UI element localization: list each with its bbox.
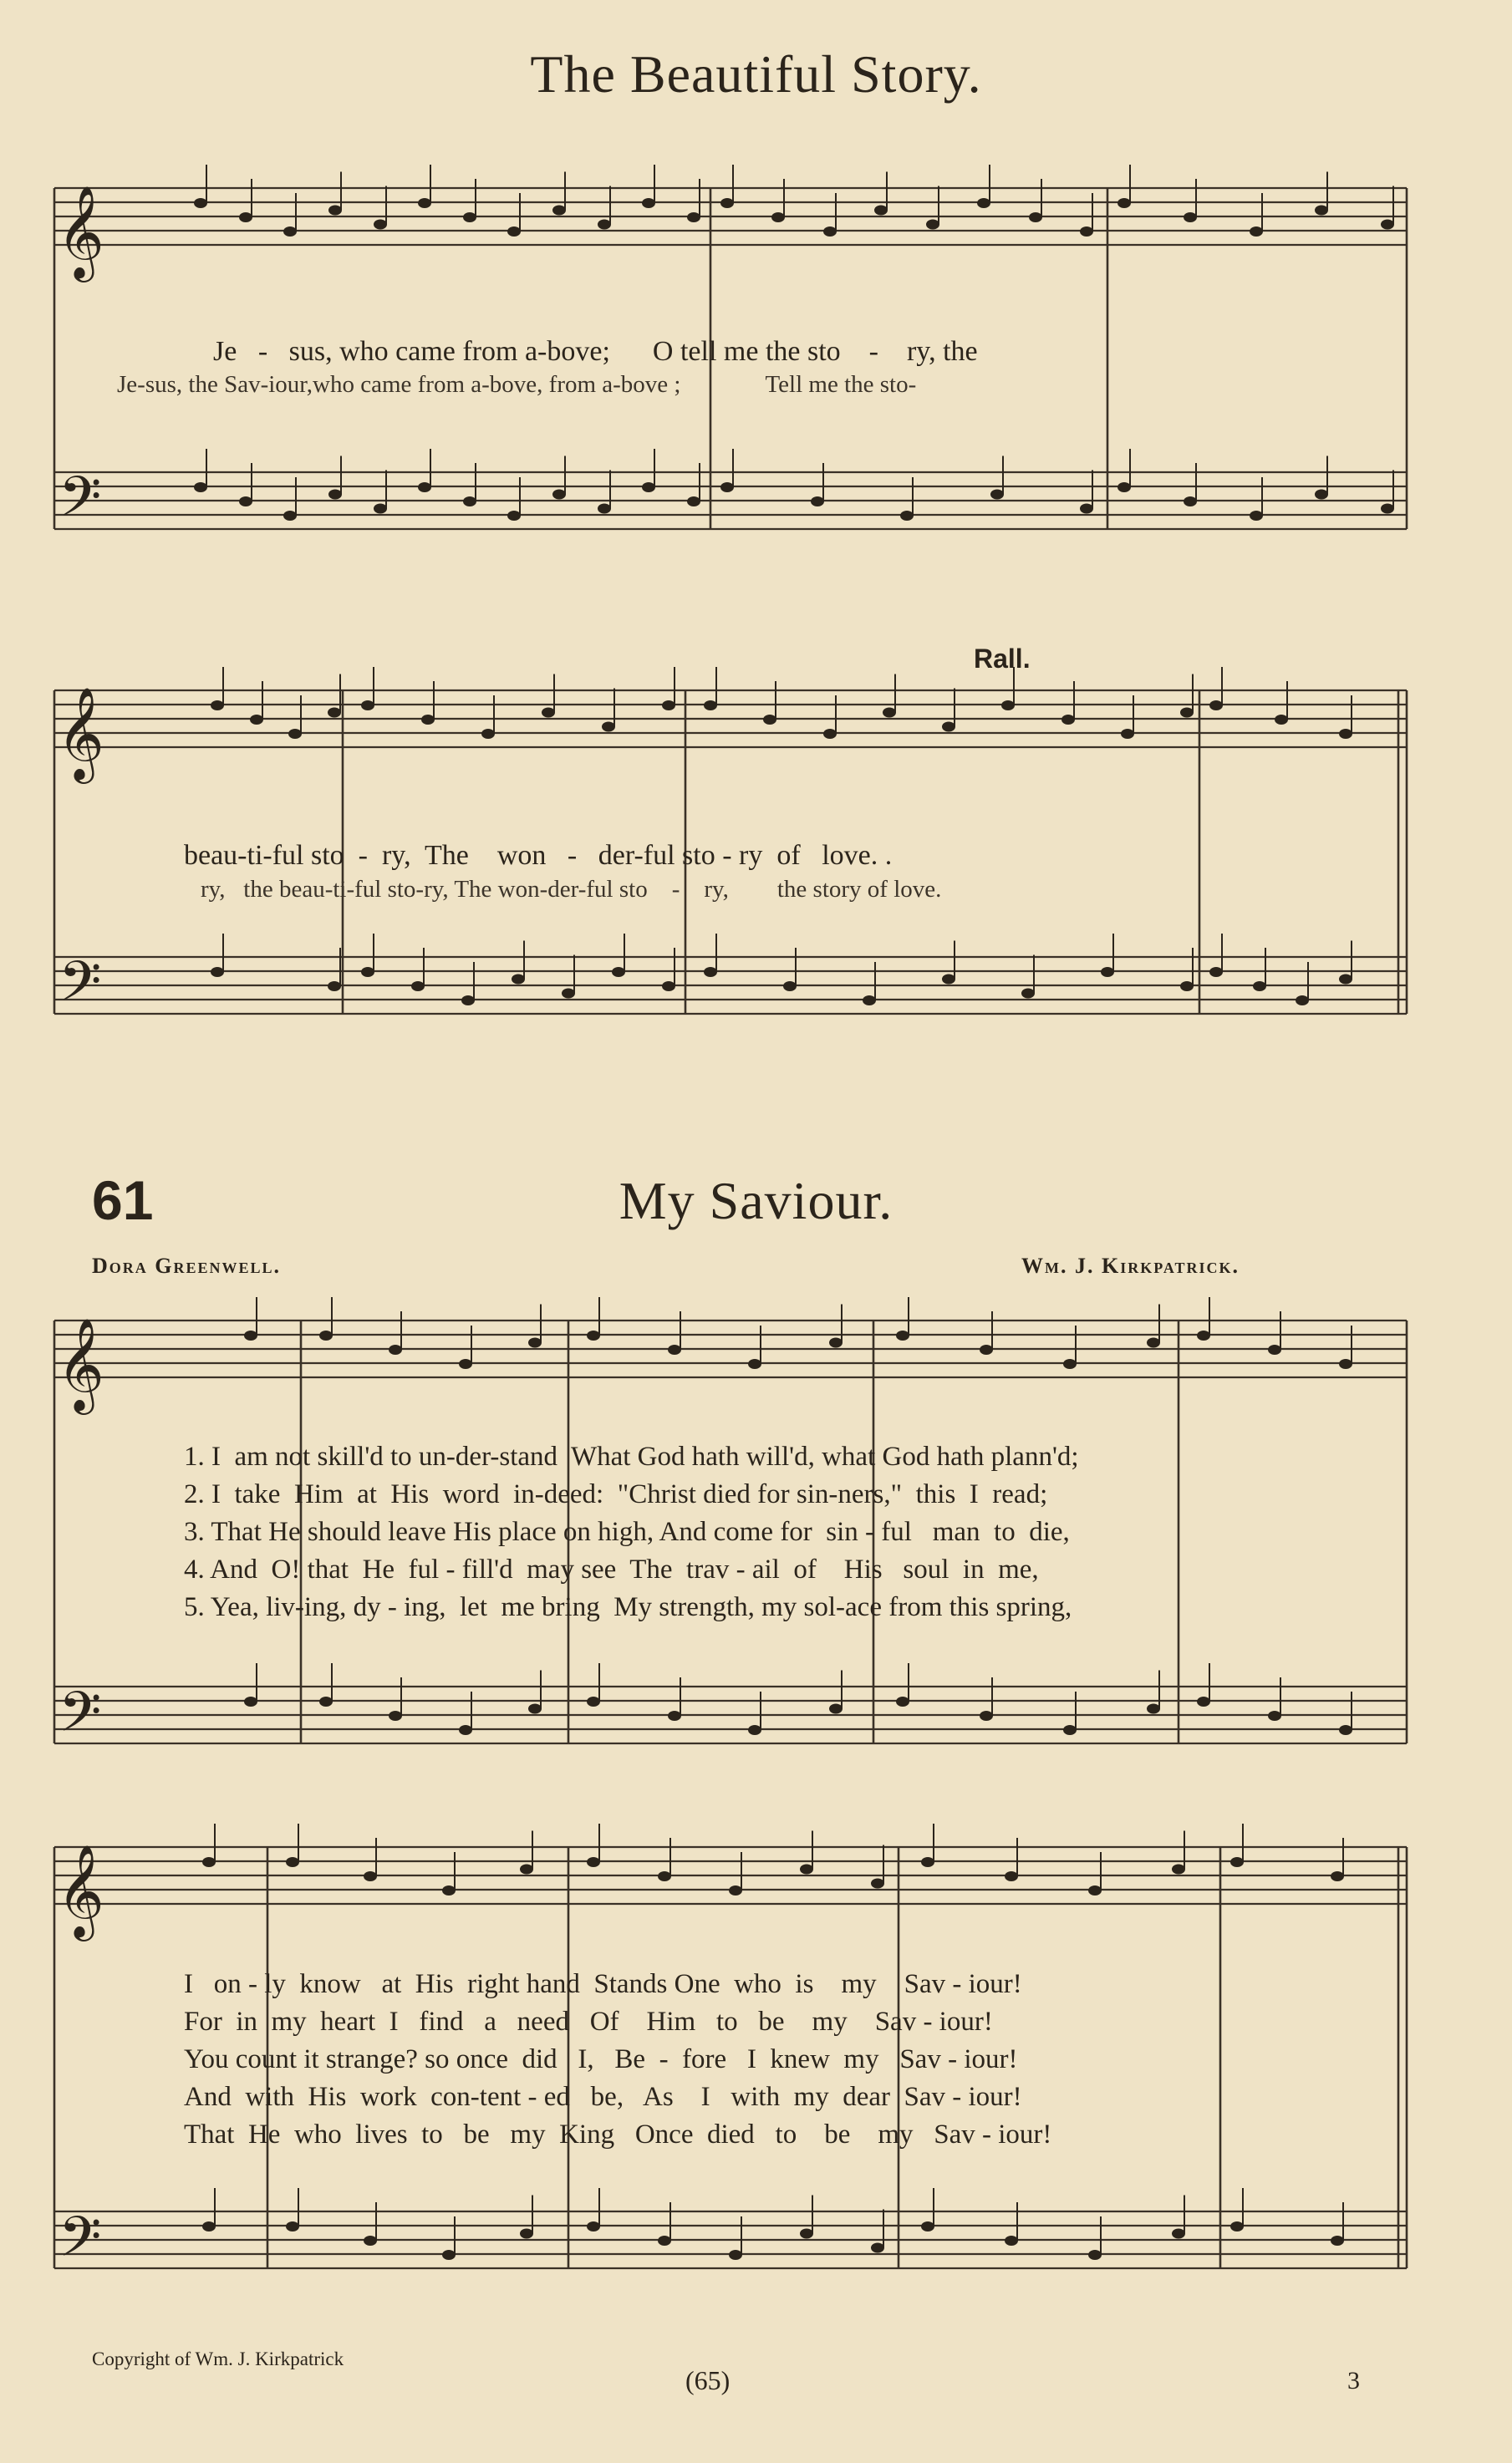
verse-line: 1. I am not skill'd to un-der-stand What God hath will'd, what God hath plann'd; [184, 1442, 1079, 1472]
h1-s1-treble-note [283, 226, 297, 237]
bass-clef-icon: 𝄢 [59, 465, 102, 542]
h1-s2-treble-note [361, 700, 374, 710]
h2-s1-treble-note [528, 1338, 542, 1348]
lyrics-line2-main: beau-ti-ful sto - ry, The won - der-ful sto - ry of love. . [184, 840, 893, 871]
h1-s2-treble-note [542, 708, 555, 718]
h1-s1-bass-note [811, 496, 824, 506]
h2-s1-bass-note [587, 1697, 600, 1707]
h2-s1-treble-note [980, 1345, 993, 1355]
h2-s2-bass-note [202, 2221, 216, 2231]
h2-s2-treble-note [921, 1857, 934, 1867]
hymn-title-my-saviour: My Saviour. [619, 1171, 893, 1230]
h1-s1-bass-note [900, 511, 914, 521]
h1-s1-treble-note [642, 198, 655, 208]
treble-clef-icon: 𝄞 [57, 185, 104, 278]
hymn-number: 61 [92, 1169, 154, 1231]
h2-s2-treble-note [1331, 1871, 1344, 1881]
h1-s2-bass-note [662, 981, 675, 991]
h1-s1-bass-note [1184, 496, 1197, 506]
verse-line: 5. Yea, liv-ing, dy - ing, let me bring My strength, my sol-ace from this spring, [184, 1592, 1072, 1622]
treble-clef-icon: 𝄞 [57, 1844, 104, 1937]
h1-s2-bass-note [783, 981, 797, 991]
h2-s1-bass-note [319, 1697, 333, 1707]
h2-s1-bass-note [1147, 1704, 1160, 1714]
h1-s1-treble-note [1117, 198, 1131, 208]
h1-s2-bass-note [1339, 975, 1352, 985]
hymn-title-beautiful-story: The Beautiful Story. [530, 44, 982, 104]
h2-s1-bass-note [1063, 1725, 1077, 1735]
h1-s2-bass-note [612, 967, 625, 977]
lyrics-line2-alt: ry, the beau-ti-ful sto-ry, The won-der-ful sto - ry, the story of love. [201, 876, 942, 903]
h2-s2-treble-note [1005, 1871, 1018, 1881]
h2-s1-treble-note [1339, 1359, 1352, 1369]
h2-s1-bass-note [528, 1704, 542, 1714]
h1-s2-bass-note [1253, 981, 1266, 991]
h1-s1-treble-note [418, 198, 431, 208]
h1-s1-treble-note [1029, 212, 1042, 222]
h1-s1-bass-note [687, 496, 700, 506]
h2-s1-treble-note [1197, 1331, 1210, 1341]
h2-s2-bass-note [871, 2243, 884, 2253]
h2-s1-bass-note [1339, 1725, 1352, 1735]
h2-s1-treble-note [829, 1338, 843, 1348]
h1-s2-bass-note [211, 967, 224, 977]
h2-s1-bass-note [244, 1697, 257, 1707]
signature-mark: 3 [1347, 2367, 1360, 2394]
h1-s1-bass-note [1315, 490, 1328, 500]
h1-s1-treble-note [328, 206, 342, 216]
verse-line: You count it strange? so once did I, Be - fore I knew my Sav - iour! [184, 2044, 1018, 2074]
h1-s2-bass-note [512, 975, 525, 985]
h1-s1-treble-note [552, 206, 566, 216]
h1-s1-treble-note [507, 226, 521, 237]
h1-s1-bass-note [283, 511, 297, 521]
h2-s2-treble-note [587, 1857, 600, 1867]
h1-s2-treble-note [823, 729, 837, 739]
verse-line: 3. That He should leave His place on high, And come for sin - ful man to die, [184, 1517, 1070, 1547]
h1-s2-bass-note [361, 967, 374, 977]
h2-s2-bass-note [800, 2229, 813, 2239]
h1-s1-bass-note [598, 504, 611, 514]
h2-s1-treble-note [748, 1359, 761, 1369]
h2-s2-treble-note [871, 1879, 884, 1889]
h2-s2-treble-note [520, 1865, 533, 1875]
h2-s2-treble-note [729, 1885, 742, 1896]
h1-s2-treble-note [1209, 700, 1223, 710]
h1-s1-bass-note [642, 482, 655, 492]
h1-s2-bass-note [704, 967, 717, 977]
h1-s1-treble-note [874, 206, 888, 216]
h2-s2-bass-note [520, 2229, 533, 2239]
h2-s1-bass-note [980, 1711, 993, 1721]
h1-s2-bass-note [1101, 967, 1114, 977]
verse-line: And with His work con-tent - ed be, As I with my dear Sav - iour! [184, 2082, 1022, 2112]
composer-credit: Wm. J. Kirkpatrick. [1021, 1254, 1240, 1278]
h1-s2-bass-note [1209, 967, 1223, 977]
h1-s2-treble-note [481, 729, 495, 739]
h2-s2-bass-note [364, 2236, 377, 2246]
copyright-notice: Copyright of Wm. J. Kirkpatrick [92, 2349, 344, 2369]
h1-s2-bass-note [1296, 995, 1309, 1005]
h2-s1-bass-note [1268, 1711, 1281, 1721]
h2-s2-treble-note [658, 1871, 671, 1881]
h2-s1-bass-note [748, 1725, 761, 1735]
h2-s2-bass-note [1230, 2221, 1244, 2231]
h1-s2-treble-note [1275, 715, 1288, 725]
h1-s1-bass-note [1250, 511, 1263, 521]
h1-s1-treble-note [823, 226, 837, 237]
h1-s1-bass-note [1117, 482, 1131, 492]
h2-s2-treble-note [202, 1857, 216, 1867]
h1-s1-treble-note [598, 220, 611, 230]
h1-s2-treble-note [602, 722, 615, 732]
h1-s2-treble-note [704, 700, 717, 710]
bass-clef-icon: 𝄢 [59, 2205, 102, 2282]
bass-clef-icon: 𝄢 [59, 1680, 102, 1758]
h1-s2-treble-note [1339, 729, 1352, 739]
h1-s1-treble-note [1315, 206, 1328, 216]
h1-s2-treble-note [250, 715, 263, 725]
h2-s2-bass-note [1331, 2236, 1344, 2246]
h2-s1-treble-note [1063, 1359, 1077, 1369]
h1-s1-bass-note [1381, 504, 1394, 514]
verse-line: That He who lives to be my King Once died to be my Sav - iour! [184, 2120, 1052, 2150]
h2-s1-bass-note [459, 1725, 472, 1735]
h2-s2-bass-note [1005, 2236, 1018, 2246]
h2-s1-treble-note [389, 1345, 402, 1355]
h1-s2-bass-note [328, 981, 341, 991]
h1-s1-bass-note [720, 482, 734, 492]
treble-clef-icon: 𝄞 [57, 1317, 104, 1411]
h1-s1-bass-note [239, 496, 252, 506]
h1-s1-bass-note [418, 482, 431, 492]
h1-s2-bass-note [863, 995, 876, 1005]
h1-s2-treble-note [942, 722, 955, 732]
h2-s2-treble-note [1172, 1865, 1185, 1875]
h1-s2-treble-note [763, 715, 776, 725]
h1-s1-treble-note [1381, 220, 1394, 230]
h1-s2-treble-note [211, 700, 224, 710]
h2-s2-treble-note [364, 1871, 377, 1881]
h1-s2-treble-note [421, 715, 435, 725]
h1-s2-bass-note [942, 975, 955, 985]
h1-s1-treble-note [771, 212, 785, 222]
h1-s2-treble-note [288, 729, 302, 739]
h1-s1-treble-note [1250, 226, 1263, 237]
h2-s1-treble-note [319, 1331, 333, 1341]
h2-s1-bass-note [668, 1711, 681, 1721]
h2-s1-treble-note [244, 1331, 257, 1341]
verse-line: 2. I take Him at His word in-deed: "Christ died for sin-ners," this I read; [184, 1479, 1048, 1509]
h2-s1-treble-note [668, 1345, 681, 1355]
h1-s2-treble-note [883, 708, 896, 718]
h1-s1-treble-note [463, 212, 476, 222]
h2-s1-treble-note [587, 1331, 600, 1341]
rall-marking: Rall. [974, 644, 1031, 674]
h2-s2-bass-note [729, 2250, 742, 2260]
author-credit: Dora Greenwell. [92, 1254, 282, 1278]
h2-s2-bass-note [286, 2221, 299, 2231]
treble-clef-icon: 𝄞 [57, 686, 104, 780]
h2-s2-treble-note [1088, 1885, 1102, 1896]
h1-s1-treble-note [687, 212, 700, 222]
h1-s2-treble-note [1001, 700, 1015, 710]
h2-s1-bass-note [896, 1697, 909, 1707]
h1-s1-treble-note [720, 198, 734, 208]
page-number: (65) [685, 2365, 731, 2395]
h1-s2-treble-note [1180, 708, 1194, 718]
h1-s1-bass-note [552, 490, 566, 500]
bass-clef-icon: 𝄢 [59, 949, 102, 1027]
h2-s2-treble-note [286, 1857, 299, 1867]
h1-s2-treble-note [328, 708, 341, 718]
h1-s1-bass-note [463, 496, 476, 506]
h1-s2-treble-note [1061, 715, 1075, 725]
h1-s2-bass-note [411, 981, 425, 991]
h2-s2-bass-note [1088, 2250, 1102, 2260]
h1-s1-treble-note [194, 198, 207, 208]
h1-s2-treble-note [1121, 729, 1134, 739]
h2-s2-treble-note [800, 1865, 813, 1875]
h2-s2-bass-note [1172, 2229, 1185, 2239]
h1-s2-bass-note [1180, 981, 1194, 991]
h1-s2-treble-note [662, 700, 675, 710]
h2-s2-bass-note [587, 2221, 600, 2231]
lyrics-line1-alt: Je-sus, the Sav-iour,who came from a-bove, from a-bove ; Tell me the sto- [117, 371, 917, 398]
h1-s1-bass-note [990, 490, 1004, 500]
h2-s1-treble-note [896, 1331, 909, 1341]
h1-s1-treble-note [1184, 212, 1197, 222]
h2-s1-treble-note [1268, 1345, 1281, 1355]
verse-line: 4. And O! that He ful - fill'd may see The trav - ail of His soul in me, [184, 1555, 1039, 1585]
h1-s1-treble-note [374, 220, 387, 230]
h1-s2-bass-note [1021, 989, 1035, 999]
verse-line: For in my heart I find a need Of Him to be my Sav - iour! [184, 2007, 993, 2037]
h1-s1-treble-note [926, 220, 939, 230]
h1-s1-treble-note [1080, 226, 1093, 237]
verse-line: I on - ly know at His right hand Stands One who is my Sav - iour! [184, 1969, 1022, 1999]
h2-s1-treble-note [1147, 1338, 1160, 1348]
h2-s2-treble-note [442, 1885, 456, 1896]
h2-s1-bass-note [389, 1711, 402, 1721]
h1-s1-bass-note [507, 511, 521, 521]
h1-s1-bass-note [194, 482, 207, 492]
h1-s1-bass-note [328, 490, 342, 500]
h1-s1-treble-note [239, 212, 252, 222]
lyrics-line1-main: Je - sus, who came from a-bove; O tell me the sto - ry, the [213, 336, 978, 367]
h2-s1-bass-note [829, 1704, 843, 1714]
h2-s2-bass-note [442, 2250, 456, 2260]
h2-s2-bass-note [658, 2236, 671, 2246]
h2-s1-treble-note [459, 1359, 472, 1369]
h1-s2-bass-note [461, 995, 475, 1005]
h1-s1-bass-note [374, 504, 387, 514]
h1-s2-bass-note [562, 989, 575, 999]
h2-s1-bass-note [1197, 1697, 1210, 1707]
h1-s1-bass-note [1080, 504, 1093, 514]
h2-s2-bass-note [921, 2221, 934, 2231]
h1-s1-treble-note [977, 198, 990, 208]
h2-s2-treble-note [1230, 1857, 1244, 1867]
